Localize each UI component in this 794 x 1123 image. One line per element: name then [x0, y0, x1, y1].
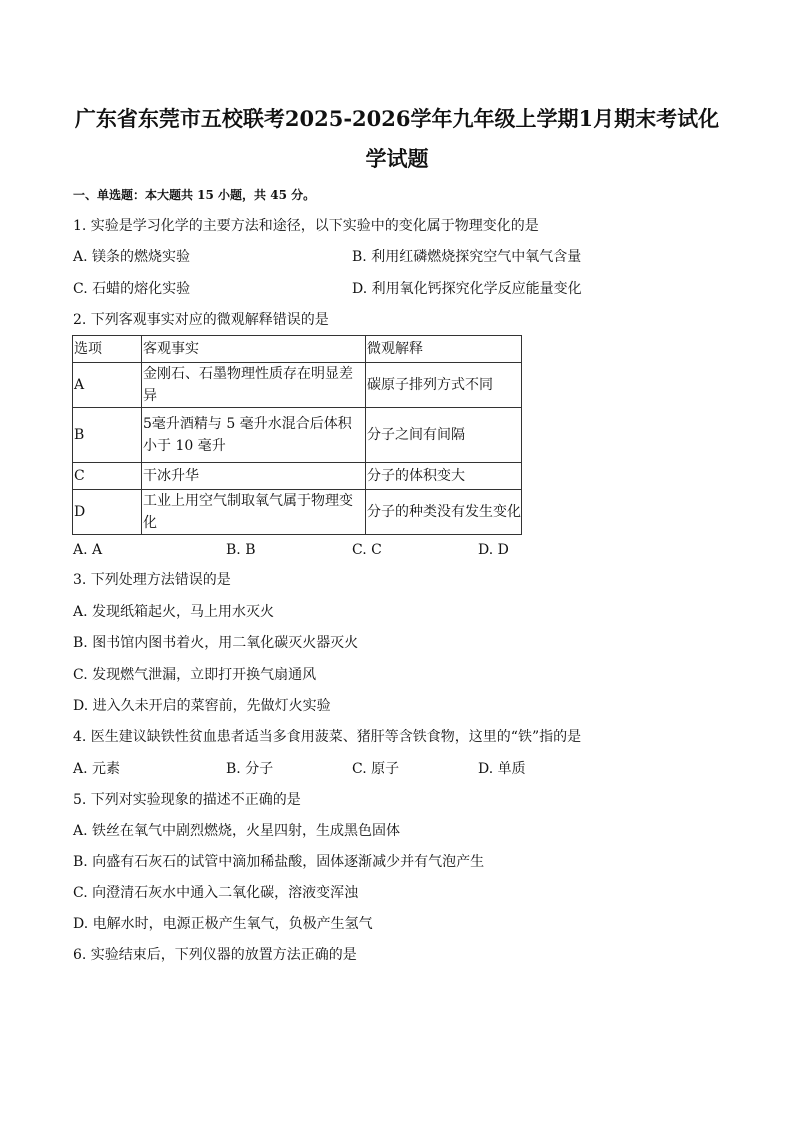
- document-title-line-2: 学试题: [365, 146, 429, 171]
- table-cell: 工业上用空气制取氧气属于物理变化: [142, 490, 366, 535]
- q4-option-b: B. 分子: [226, 761, 274, 777]
- q4-option-c: C. 原子: [352, 761, 400, 777]
- q2-option-d: D. D: [478, 542, 509, 558]
- section-heading: 一、单选题：本大题共 15 小题，共 45 分。: [73, 188, 316, 202]
- q5-option-c: C. 向澄清石灰水中通入二氧化碳，溶液变浑浊: [73, 885, 359, 901]
- table-row: [73, 490, 522, 535]
- q2-header-explanation: 微观解释: [366, 336, 522, 363]
- table-cell: 分子的种类没有发生变化: [366, 490, 522, 535]
- q2-table-header-row: [73, 336, 522, 363]
- question-4-stem: 4. 医生建议缺铁性贫血患者适当多食用菠菜、猪肝等含铁食物，这里的“铁”指的是: [73, 729, 582, 745]
- q2-option-b: B. B: [226, 542, 256, 558]
- table-cell: 金刚石、石墨物理性质存在明显差异: [142, 363, 366, 408]
- table-row: [73, 363, 522, 408]
- table-cell: 碳原子排列方式不同: [366, 363, 522, 408]
- q2-header-option: 选项: [73, 336, 142, 363]
- q1-option-c: C. 石蜡的熔化实验: [73, 281, 191, 297]
- table-cell: C: [73, 463, 142, 490]
- question-6-stem: 6. 实验结束后，下列仪器的放置方法正确的是: [73, 947, 357, 963]
- question-3-stem: 3. 下列处理方法错误的是: [73, 572, 231, 588]
- question-2-stem: 2. 下列客观事实对应的微观解释错误的是: [73, 312, 329, 328]
- q2-table: [72, 335, 522, 535]
- q4-option-d: D. 单质: [478, 761, 526, 777]
- q5-option-d: D. 电解水时，电源正极产生氧气，负极产生氢气: [73, 916, 373, 932]
- table-row: [73, 463, 522, 490]
- q3-option-b: B. 图书馆内图书着火，用二氧化碳灭火器灭火: [73, 635, 359, 651]
- q3-option-a: A. 发现纸箱起火，马上用水灭火: [73, 604, 275, 620]
- q2-option-c: C. C: [352, 542, 382, 558]
- q5-option-a: A. 铁丝在氧气中剧烈燃烧，火星四射，生成黑色固体: [73, 823, 401, 839]
- question-5-stem: 5. 下列对实验现象的描述不正确的是: [73, 792, 301, 808]
- table-cell: B: [73, 408, 142, 463]
- q1-option-b: B. 利用红磷燃烧探究空气中氧气含量: [352, 249, 582, 265]
- question-1-stem: 1. 实验是学习化学的主要方法和途径，以下实验中的变化属于物理变化的是: [73, 218, 539, 234]
- q1-option-a: A. 镁条的燃烧实验: [73, 249, 191, 265]
- q1-option-d: D. 利用氧化钙探究化学反应能量变化: [352, 281, 582, 297]
- table-cell: 干冰升华: [142, 463, 366, 490]
- q3-option-d: D. 进入久未开启的菜窖前，先做灯火实验: [73, 698, 331, 714]
- q2-header-fact: 客观事实: [142, 336, 366, 363]
- q3-option-c: C. 发现燃气泄漏，立即打开换气扇通风: [73, 667, 317, 683]
- q2-option-a: A. A: [73, 542, 103, 558]
- q5-option-b: B. 向盛有石灰石的试管中滴加稀盐酸，固体逐渐减少并有气泡产生: [73, 854, 485, 870]
- document-title-line-1: 广东省东莞市五校联考2025-2026学年九年级上学期1月期末考试化: [74, 106, 720, 131]
- q4-option-a: A. 元素: [73, 761, 121, 777]
- table-cell: 5毫升酒精与 5 毫升水混合后体积小于 10 毫升: [142, 408, 366, 463]
- table-row: [73, 408, 522, 463]
- table-cell: 分子的体积变大: [366, 463, 522, 490]
- table-cell: 分子之间有间隔: [366, 408, 522, 463]
- table-cell: A: [73, 363, 142, 408]
- table-cell: D: [73, 490, 142, 535]
